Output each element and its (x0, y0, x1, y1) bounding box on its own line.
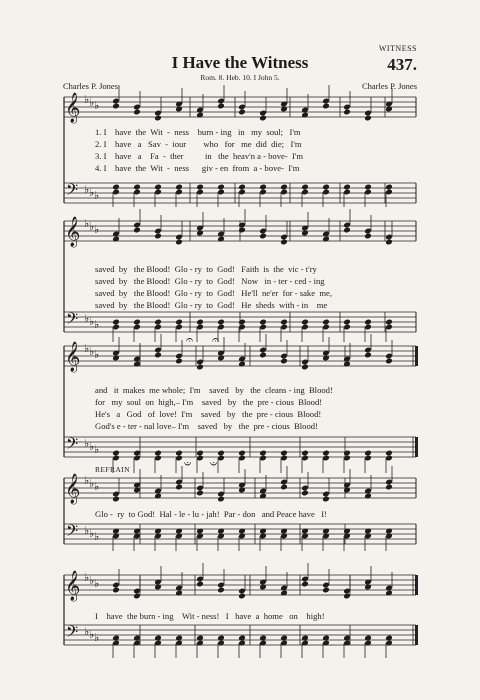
lyric-line: 2. I have a Sav - iour who for me did die; I'm (95, 139, 302, 149)
note-head (343, 184, 351, 191)
note-head (196, 184, 204, 191)
flat-icon: ♭ (94, 99, 100, 112)
note-head (322, 103, 330, 110)
flat-icon: ♭ (84, 93, 90, 106)
note-head (112, 587, 120, 594)
bass-clef-icon: 𝄢 (66, 522, 79, 544)
note-head (385, 358, 393, 365)
flat-icon: ♭ (84, 217, 90, 230)
flat-icon: ♭ (84, 474, 90, 487)
treble-clef-icon: 𝄞 (65, 342, 81, 372)
bass-clef-icon: 𝄢 (66, 435, 79, 457)
note-head (154, 352, 162, 359)
note-head (364, 450, 372, 457)
flat-icon: ♭ (89, 315, 95, 328)
treble-clef-icon: 𝄞 (65, 217, 81, 247)
flat-icon: ♭ (94, 631, 100, 644)
note-head (217, 587, 225, 594)
note-head (364, 319, 372, 326)
note-head (133, 319, 141, 326)
lyric-line: for my soul on high,– I'm saved by the pre - cious Blood! (95, 397, 323, 407)
lyric-line: saved by the Blood! Glo - ry to God! He sheds with - in me (95, 300, 328, 310)
note-head (301, 364, 309, 371)
note-head (175, 319, 183, 326)
note-head (301, 450, 309, 457)
flat-icon: ♭ (84, 342, 90, 355)
lyric-line: 1. I have the Wit - ness burn - ing in my soul; I'm (95, 127, 301, 137)
note-head (133, 227, 141, 234)
flat-icon: ♭ (89, 440, 95, 453)
final-barline (415, 625, 418, 645)
fermata-icon: 𝄑 (184, 457, 192, 472)
fermata-icon: 𝄑 (210, 457, 218, 472)
bass-clef-icon: 𝄢 (66, 181, 79, 203)
flat-icon: ♭ (89, 574, 95, 587)
bass-clef-icon: 𝄢 (66, 623, 79, 645)
flat-icon: ♭ (89, 220, 95, 233)
flat-icon: ♭ (89, 96, 95, 109)
flat-icon: ♭ (89, 477, 95, 490)
note-head (217, 103, 225, 110)
refrain-label: REFRAIN (95, 465, 130, 474)
note-head (133, 184, 141, 191)
note-head (154, 233, 162, 240)
note-head (343, 227, 351, 234)
note-head (259, 233, 267, 240)
note-head (217, 496, 225, 503)
note-head (322, 184, 330, 191)
note-head (196, 490, 204, 497)
flat-icon: ♭ (84, 437, 90, 450)
lyric-line: I have the burn - ing Wit - ness! I have a home on high! (95, 611, 325, 621)
flat-icon: ♭ (94, 443, 100, 456)
flat-icon: ♭ (89, 628, 95, 641)
treble-clef-icon: 𝄞 (65, 93, 81, 123)
note-head (280, 450, 288, 457)
note-head (301, 319, 309, 326)
note-head (385, 484, 393, 491)
treble-clef-icon: 𝄞 (65, 474, 81, 504)
note-head (364, 352, 372, 359)
lyric-line: Glo - ry to God! Hal - le - lu - jah! Par - don and Peace have I! (95, 509, 327, 519)
note-head (301, 490, 309, 497)
flat-icon: ♭ (94, 318, 100, 331)
note-head (196, 364, 204, 371)
note-head (301, 184, 309, 191)
note-head (238, 319, 246, 326)
note-head (112, 103, 120, 110)
note-head (322, 587, 330, 594)
note-head (238, 593, 246, 600)
treble-clef-icon: 𝄞 (65, 571, 81, 601)
note-head (196, 450, 204, 457)
note-head (238, 450, 246, 457)
music-credit: Charles P. Jones (361, 81, 417, 91)
lyric-line: He's a God of love! I'm saved by the pre - cious Blood! (95, 409, 322, 419)
lyric-line: and it makes me whole; I'm saved by the cleans - ing Blood! (95, 385, 333, 395)
lyric-line: 3. I have a Fa - ther in the heav'n a - bove- I'm (95, 151, 304, 161)
note-head (280, 239, 288, 246)
final-barline (415, 346, 418, 366)
flat-icon: ♭ (94, 480, 100, 493)
note-head (238, 227, 246, 234)
note-head (364, 115, 372, 122)
flat-icon: ♭ (84, 183, 90, 196)
note-head (196, 319, 204, 326)
note-head (175, 358, 183, 365)
final-barline (415, 437, 418, 457)
note-head (301, 581, 309, 588)
fermata-icon: 𝄐 (212, 333, 220, 348)
flat-icon: ♭ (89, 345, 95, 358)
note-head (112, 184, 120, 191)
lyric-line: saved by the Blood! Glo - ry to God! Faith is the vic - t'ry (95, 264, 317, 274)
note-head (154, 319, 162, 326)
note-head (112, 496, 120, 503)
lyric-line: God's e - ter - nal love– I'm saved by the pre - cious Blood! (95, 421, 318, 431)
flat-icon: ♭ (94, 348, 100, 361)
note-head (154, 450, 162, 457)
note-head (385, 184, 393, 191)
note-head (259, 184, 267, 191)
note-head (154, 115, 162, 122)
note-head (280, 484, 288, 491)
final-barline (415, 575, 418, 595)
note-head (259, 319, 267, 326)
note-head (112, 319, 120, 326)
hymn-number: 437. (387, 55, 417, 74)
note-head (238, 109, 246, 116)
note-head (133, 109, 141, 116)
scripture-reference: Rom. 8. Heb. 10. I John 5. (200, 73, 280, 82)
flat-icon: ♭ (89, 186, 95, 199)
note-head (343, 109, 351, 116)
flat-icon: ♭ (94, 530, 100, 543)
flat-icon: ♭ (84, 625, 90, 638)
note-head (322, 319, 330, 326)
note-head (196, 581, 204, 588)
lyric-line: saved by the Blood! Glo - ry to God! He'll ne'er for - sake me, (95, 288, 332, 298)
flat-icon: ♭ (94, 223, 100, 236)
flat-icon: ♭ (84, 571, 90, 584)
note-head (259, 352, 267, 359)
note-head (217, 319, 225, 326)
note-head (364, 184, 372, 191)
fermata-icon: 𝄐 (186, 333, 194, 348)
note-head (385, 239, 393, 246)
flat-icon: ♭ (89, 527, 95, 540)
note-head (259, 115, 267, 122)
note-head (280, 319, 288, 326)
note-head (175, 184, 183, 191)
note-head (175, 484, 183, 491)
tune-name: WITNESS (378, 44, 417, 53)
note-head (238, 184, 246, 191)
flat-icon: ♭ (84, 312, 90, 325)
note-head (259, 450, 267, 457)
note-head (217, 184, 225, 191)
note-head (385, 319, 393, 326)
note-head (175, 450, 183, 457)
words-credit: Charles P. Jones (63, 81, 119, 91)
note-head (280, 184, 288, 191)
flat-icon: ♭ (94, 189, 100, 202)
bass-clef-icon: 𝄢 (66, 310, 79, 332)
lyric-line: saved by the Blood! Glo - ry to God! Now in - ter - ced - ing (95, 276, 325, 286)
note-head (175, 239, 183, 246)
lyric-line: 4. I have the Wit - ness giv - en from a - bove- I'm (95, 163, 300, 173)
note-head (322, 450, 330, 457)
flat-icon: ♭ (94, 577, 100, 590)
note-head (154, 184, 162, 191)
note-head (112, 450, 120, 457)
note-head (343, 450, 351, 457)
hymn-title: I Have the Witness (171, 53, 309, 72)
note-head (343, 319, 351, 326)
note-head (385, 450, 393, 457)
flat-icon: ♭ (84, 524, 90, 537)
note-head (322, 496, 330, 503)
note-head (364, 233, 372, 240)
note-head (217, 450, 225, 457)
note-head (280, 358, 288, 365)
